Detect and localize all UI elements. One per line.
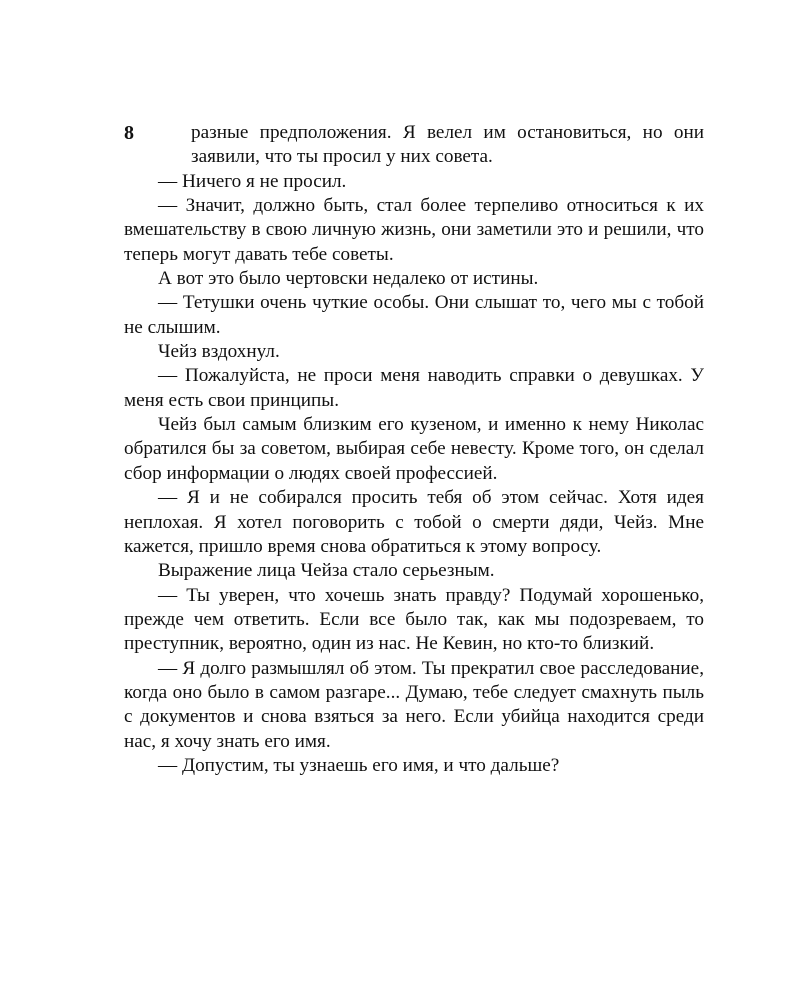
paragraph: Чейз вздохнул.: [158, 341, 280, 363]
paragraph: А вот это было чертовски недалеко от истины.: [158, 268, 539, 290]
paragraph: — Пожалуйста, не проси меня наводить справки о девушках. У меня есть свои принципы.: [124, 365, 704, 411]
paragraph: — Я и не собирался просить тебя об этом сейчас. Хотя идея неплохая. Я хотел поговорить с тобой о смерти дяди, Чейз. Мне кажется, пришло время снова обратиться к этому вопросу.: [124, 487, 704, 557]
paragraph: Чейз был самым близким его кузеном, и именно к нему Николас обратился бы за советом, выбирая себе невесту. Кроме того, он сделал сбор информации о людях своей профессией.: [124, 414, 704, 484]
paragraph: — Ты уверен, что хочешь знать правду? Подумай хорошенько, прежде чем ответить. Если все было так, как мы подозреваем, то преступник, вероятно, один из нас. Не Кевин, но кто-то близкий.: [124, 584, 704, 655]
paragraph: разные предположения. Я велел им остановиться, но они заявили, что ты просил у них совета.: [191, 122, 704, 168]
paragraph: — Тетушки очень чуткие особы. Они слышат то, чего мы с тобой не слышим.: [124, 292, 704, 338]
paragraph: — Я долго размышлял об этом. Ты прекратил свое расследование, когда оно было в самом разгаре... Думаю, тебе следует смахнуть пыль с документов и снова взяться за него. Если убийца находится среди нас, я хочу знать его имя.: [124, 657, 704, 752]
body-text: [124, 121, 704, 778]
paragraph: — Ничего я не просил.: [158, 170, 347, 192]
paragraph: — Допустим, ты узнаешь его имя, и что дальше?: [158, 754, 560, 776]
page-number: 8: [124, 122, 134, 144]
paragraph: — Значит, должно быть, стал более терпеливо относиться к их вмешательству в свою личную жизнь, они заметили это и решили, что теперь могут давать тебе советы.: [124, 195, 704, 265]
paragraph: Выражение лица Чейза стало серьезным.: [158, 560, 495, 582]
